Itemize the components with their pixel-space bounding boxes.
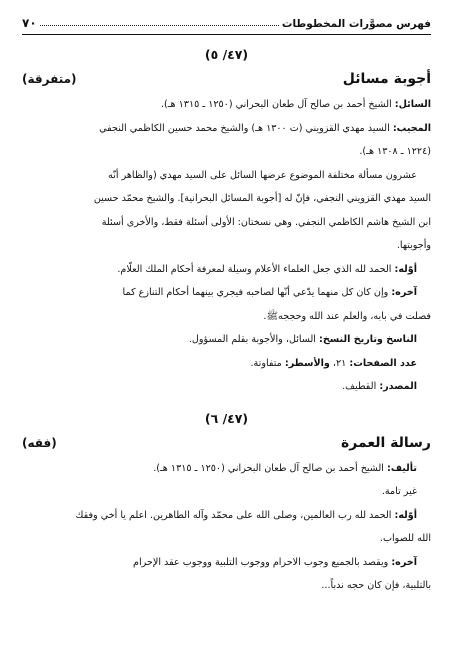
running-header bbox=[22, 0, 431, 34]
questioner-text: الشيخ أحمد بن صالح آل طعان البحراني (١٢٥٠ ـ ١٣١٥ هـ). bbox=[160, 99, 392, 110]
author-line bbox=[22, 457, 431, 481]
entry-category: (متفرقة) bbox=[22, 72, 77, 86]
entry-number: (٤٧/ ٦) bbox=[204, 410, 249, 426]
entry-title-row bbox=[22, 435, 431, 457]
entry-title-row bbox=[22, 71, 431, 93]
explicit-line bbox=[22, 551, 431, 575]
explicit-line-2: بالتلبية، فإن كان حجه ندباً... bbox=[321, 580, 431, 591]
explicit-text: وإن كان كل منهما يدّعي أنّها لصاحبه فيجري بينهما أحكام التنازع كما bbox=[122, 287, 389, 298]
copyist-text: السائل، والأجوبة بقلم المسؤول. bbox=[188, 334, 316, 345]
responder-label: المجيب: bbox=[392, 122, 431, 134]
incipit-line bbox=[22, 258, 431, 282]
source-label: المصدر: bbox=[379, 381, 417, 392]
source-line bbox=[22, 375, 431, 399]
incipit-text: الحمد لله الذي جعل العلماء الأعلام وسيلة لمعرفة أحكام الملك العلّام. bbox=[117, 263, 392, 275]
entry-category: (فقه) bbox=[22, 435, 57, 450]
pages-text: ٢١، bbox=[332, 357, 347, 369]
author-text: الشيخ أحمد بن صالح آل طعان البحراني (١٢٥٠ ـ ١٣١٥ هـ). bbox=[153, 462, 384, 474]
status-line: غير تامة. bbox=[381, 486, 417, 497]
explicit-label: آخره: bbox=[391, 287, 417, 298]
description-line: وأجوبتها. bbox=[396, 240, 431, 251]
entry-number: (٤٧/ ٥) bbox=[204, 47, 249, 62]
source-text: القطيف. bbox=[342, 381, 377, 392]
description-line: عشرون مسألة مختلفة الموضوع عرضها السائل على السيد مهدي (والظاهر أنّه bbox=[108, 169, 417, 181]
incipit-text: الحمد لله رب العالمين، وصلى الله على محمّد وآله الطاهرين. اعلم يا أخي وفقك bbox=[75, 509, 392, 521]
questioner-line bbox=[22, 93, 431, 117]
entry-title: أجوبة مسائل bbox=[342, 71, 431, 87]
description-line: السيد مهدي القزويني النجفي، فإنّ له [أجوبة المسائل البحرانية]. والشيخ محمّد حسين bbox=[93, 193, 431, 204]
lines-text: متفاوتة. bbox=[250, 357, 282, 369]
header-dot-leader bbox=[40, 25, 279, 26]
incipit-label: أوّله: bbox=[394, 509, 417, 521]
incipit-line-2: الله للصواب. bbox=[379, 533, 431, 544]
incipit-line bbox=[22, 504, 431, 528]
explicit-label: آخره: bbox=[391, 556, 417, 568]
responder-line-2 bbox=[22, 140, 431, 164]
incipit-label: أوّله: bbox=[394, 263, 417, 275]
page-number: ٧٠ bbox=[22, 16, 37, 30]
explicit-line-2: فصلت في بابه، والعلم عند الله وحججه‌ﷺ. bbox=[263, 310, 431, 322]
copyist-label: الناسخ وتاريخ النسخ: bbox=[319, 334, 417, 345]
header-rule bbox=[22, 34, 431, 35]
lines-label: والأسطر: bbox=[284, 357, 330, 369]
responder-text-cont: (١٢٢٤ ـ ١٣٠٨ هـ). bbox=[359, 146, 431, 157]
explicit-text: ويقصد بالجميع وجوب الاحرام ووجوب التلبية ووجوب عقد الإحرام bbox=[133, 556, 389, 568]
pages-label: عدد الصفحات: bbox=[349, 357, 417, 369]
copyist-line bbox=[22, 328, 431, 352]
running-title: فهرس مصوَّرات المخطوطات bbox=[281, 18, 431, 30]
questioner-label: السائل: bbox=[394, 99, 431, 110]
description-line: ابن الشيخ هاشم الكاظمي النجفي. وهي نسختان: الأولى أسئلة فقط، والأخرى أسئلة bbox=[101, 216, 431, 228]
explicit-line bbox=[22, 281, 431, 305]
author-label: تأليف: bbox=[387, 462, 417, 474]
pages-line bbox=[22, 352, 431, 376]
entry-title: رسالة العمرة bbox=[340, 434, 431, 451]
responder-line bbox=[22, 117, 431, 141]
responder-text: السيد مهدي القزويني (ت ١٣٠٠ هـ) والشيخ محمد حسين الكاظمي النجفي bbox=[99, 122, 390, 134]
